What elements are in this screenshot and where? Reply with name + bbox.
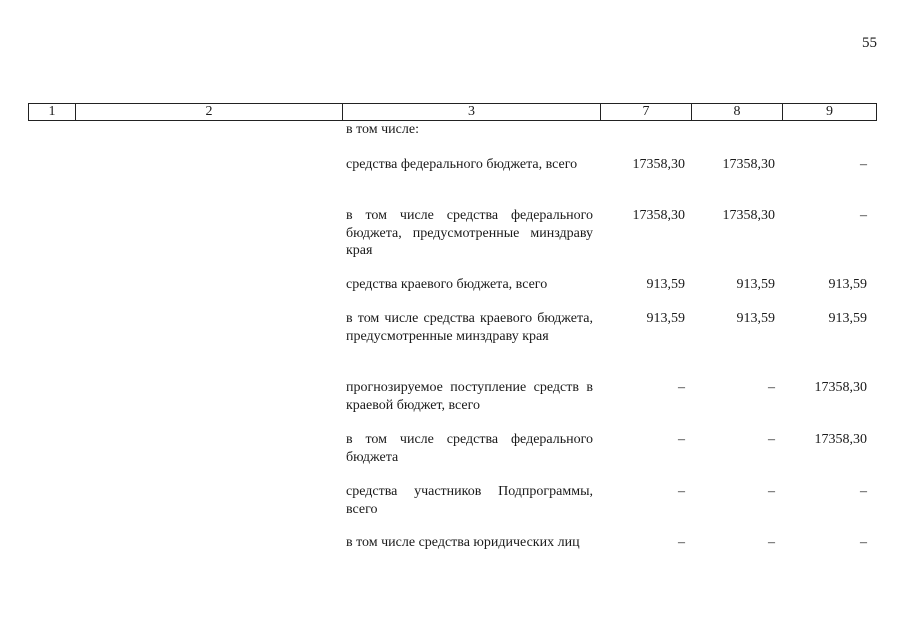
value-col-7: 17358,30	[632, 208, 685, 223]
value-col-9: –	[860, 157, 867, 172]
row-label: средства участников Подпрограммы, всего	[346, 484, 593, 517]
column-header-2: 2	[76, 104, 343, 120]
intro-text: в том числе:	[346, 122, 419, 137]
value-col-7: –	[678, 484, 685, 499]
value-col-8: –	[768, 484, 775, 499]
value-col-8: 17358,30	[722, 157, 775, 172]
column-header-1: 1	[29, 104, 76, 120]
row-label: в том числе средства федерального бюджета	[346, 432, 593, 465]
column-header-7: 7	[601, 104, 692, 120]
value-col-8: –	[768, 535, 775, 550]
row-label: в том числе средства федерального бюджета, предусмотренные минздраву края	[346, 208, 593, 258]
row-label: прогнозируемое поступление средств в краевой бюджет, всего	[346, 380, 593, 413]
value-col-9: 913,59	[828, 277, 867, 292]
page-number: 55	[862, 35, 877, 51]
value-col-8: 17358,30	[722, 208, 775, 223]
row-label: в том числе средства краевого бюджета, предусмотренные минздраву края	[346, 311, 593, 344]
value-col-8: –	[768, 380, 775, 395]
table-header-row	[28, 103, 877, 121]
value-col-7: 17358,30	[632, 157, 685, 172]
value-col-9: 17358,30	[814, 380, 867, 395]
column-header-3: 3	[343, 104, 601, 120]
value-col-9: –	[860, 208, 867, 223]
value-col-7: 913,59	[646, 311, 685, 326]
value-col-7: –	[678, 535, 685, 550]
value-col-9: –	[860, 484, 867, 499]
value-col-9: 17358,30	[814, 432, 867, 447]
value-col-9: –	[860, 535, 867, 550]
value-col-8: –	[768, 432, 775, 447]
column-header-9: 9	[826, 104, 833, 119]
column-header-8: 8	[692, 104, 783, 120]
value-col-8: 913,59	[736, 311, 775, 326]
row-label: средства федерального бюджета, всего	[346, 157, 578, 172]
row-label: в том числе средства юридических лиц	[346, 535, 580, 550]
value-col-7: –	[678, 432, 685, 447]
value-col-9: 913,59	[828, 311, 867, 326]
value-col-7: 913,59	[646, 277, 685, 292]
value-col-8: 913,59	[736, 277, 775, 292]
value-col-7: –	[678, 380, 685, 395]
row-label: средства краевого бюджета, всего	[346, 277, 548, 292]
